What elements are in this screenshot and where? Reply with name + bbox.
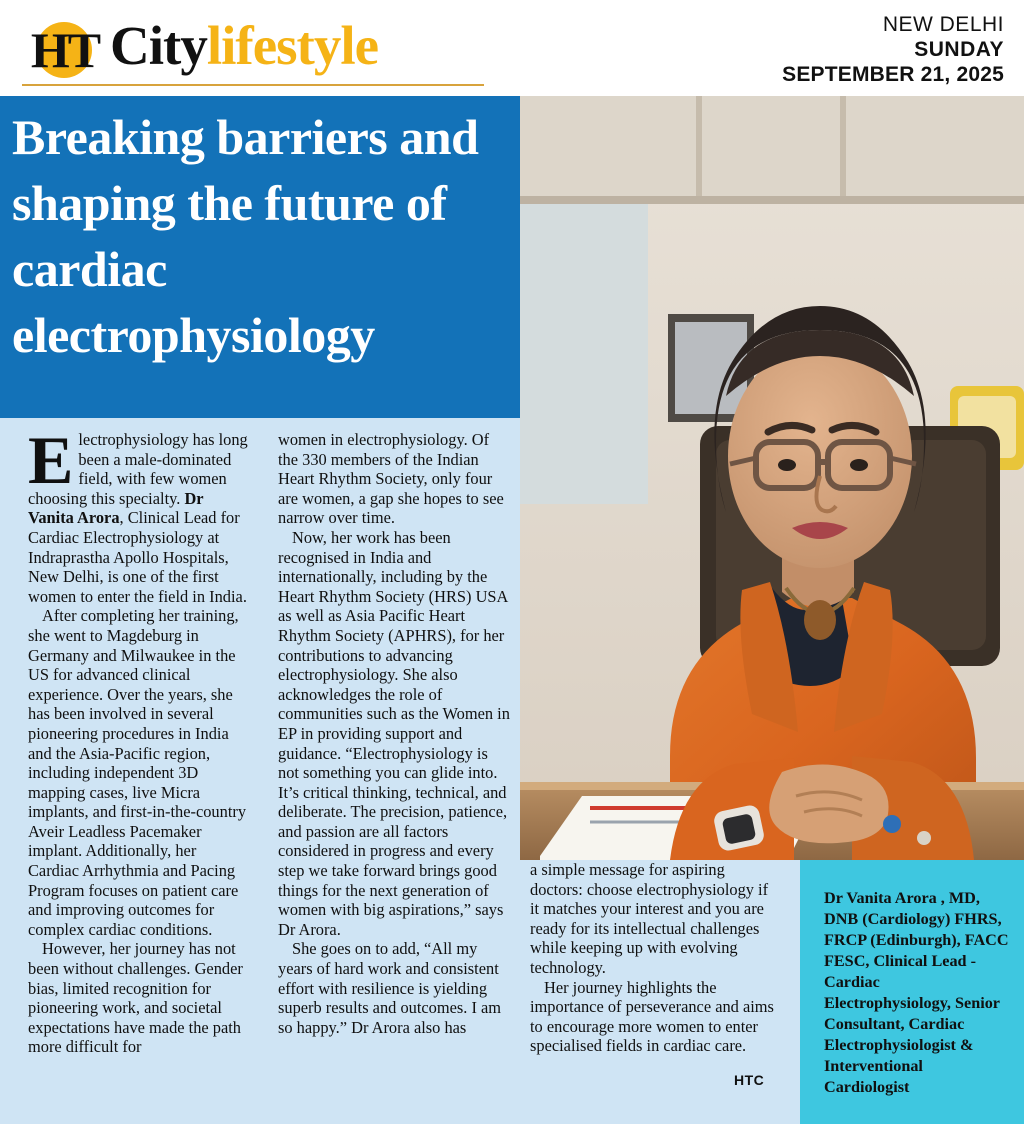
doctor-name: Dr Vanita Arora [28, 488, 204, 528]
byline-tag: HTC [734, 1072, 765, 1088]
masthead [0, 0, 1024, 96]
col2-p3: She goes on to add, “All my years of hard work and consistent effort with resilience is yielding superb results and outcomes. I am so happy.” Dr Arora also has [278, 939, 502, 1037]
paragraph [278, 528, 510, 939]
page-title: Breaking barriers and shaping the future of cardiac electrophysiology [12, 109, 479, 363]
col3-p1: a simple message for aspiring doctors: choose electrophysiology if it matches your interest and you are ready for its intellectual challenges while keeping up with evolving technology. [530, 860, 769, 977]
article-column-1 [28, 422, 250, 1057]
paragraph [28, 939, 250, 1057]
ht-logo-text: HT [30, 22, 100, 78]
dateline [782, 12, 1004, 87]
drop-cap: E [28, 422, 74, 498]
dateline-city: NEW DELHI [882, 13, 1004, 36]
paragraph [278, 939, 510, 1037]
headline-panel [0, 96, 520, 418]
dateline-day: SUNDAY [914, 38, 1004, 61]
brand-divider [22, 84, 484, 86]
brand-lifestyle: lifestyle [206, 15, 379, 76]
credit-box-text: Dr Vanita Arora , MD, DNB (Cardiology) FHRS, FRCP (Edinburgh), FACC FESC, Clinical Lead - Cardiac Electrophysiology, Senior Consultant, Cardiac Electrophysiologist & Interventional Cardiologist [824, 889, 1009, 1096]
credit-box [800, 860, 1024, 1124]
col2-p1: women in electrophysiology. Of the 330 members of the Indian Heart Rhythm Society, only four are women, a gap she hopes to see narrow over time. [278, 430, 504, 528]
paragraph [530, 860, 780, 978]
brand-title [110, 16, 378, 76]
ht-logo[interactable] [22, 18, 108, 80]
article-photo [520, 96, 1024, 860]
col1-p1-tail: , Clinical Lead for Cardiac Electrophysiology at Indraprastha Apollo Hospitals, New Delhi, is one of the first women to enter the field in India. [28, 508, 247, 606]
paragraph [530, 978, 780, 1056]
dateline-date: SEPTEMBER 21, 2025 [782, 63, 1004, 86]
paragraph [28, 606, 250, 939]
col2-p2: Now, her work has been recognised in India and internationally, including by the Heart Rhythm Society (HRS) USA as well as Asia Pacific Heart Rhythm Society (APHRS), for her contributions to advancing electrophysiology. She also acknowledges the role of communities such as the Women in EP in providing support and guidance. “Electrophysiology is not something you can glide into. It’s critical thinking, technical, and deliberate. The precision, patience, and passion are all factors considered in progress and every step we take forward brings good things for the next generation of women with big aspirations,” says Dr Arora. [278, 527, 510, 939]
col1-p1-lead: lectrophysiology has long been a male-dominated field, with few women choosing this specialty. [28, 430, 248, 508]
article-column-3 [530, 860, 780, 1056]
paragraph [28, 422, 250, 606]
brand-city: City [110, 15, 207, 76]
col1-p3: However, her journey has not been without challenges. Gender bias, limited recognition for pioneering work, and societal expectations have made the path more difficult for [28, 939, 243, 1057]
col3-p2: Her journey highlights the importance of perseverance and aims to encourage more women to enter specialised fields in cardiac care. [530, 977, 774, 1056]
col1-p2: After completing her training, she went to Magdeburg in Germany and Milwaukee in the US for advanced clinical experience. Over the years, she has been involved in several pioneering procedures in India and the Asia-Pacific region, including independent 3D mapping cases, live Micra implants, and first-in-the-country Aveir Leadless Pacemaker implant. Additionally, her Cardiac Arrhythmia and Pacing Program focuses on patient care and improving outcomes for complex cardiac conditions. [28, 606, 247, 939]
paragraph [278, 430, 510, 528]
article-column-2 [278, 430, 510, 1037]
